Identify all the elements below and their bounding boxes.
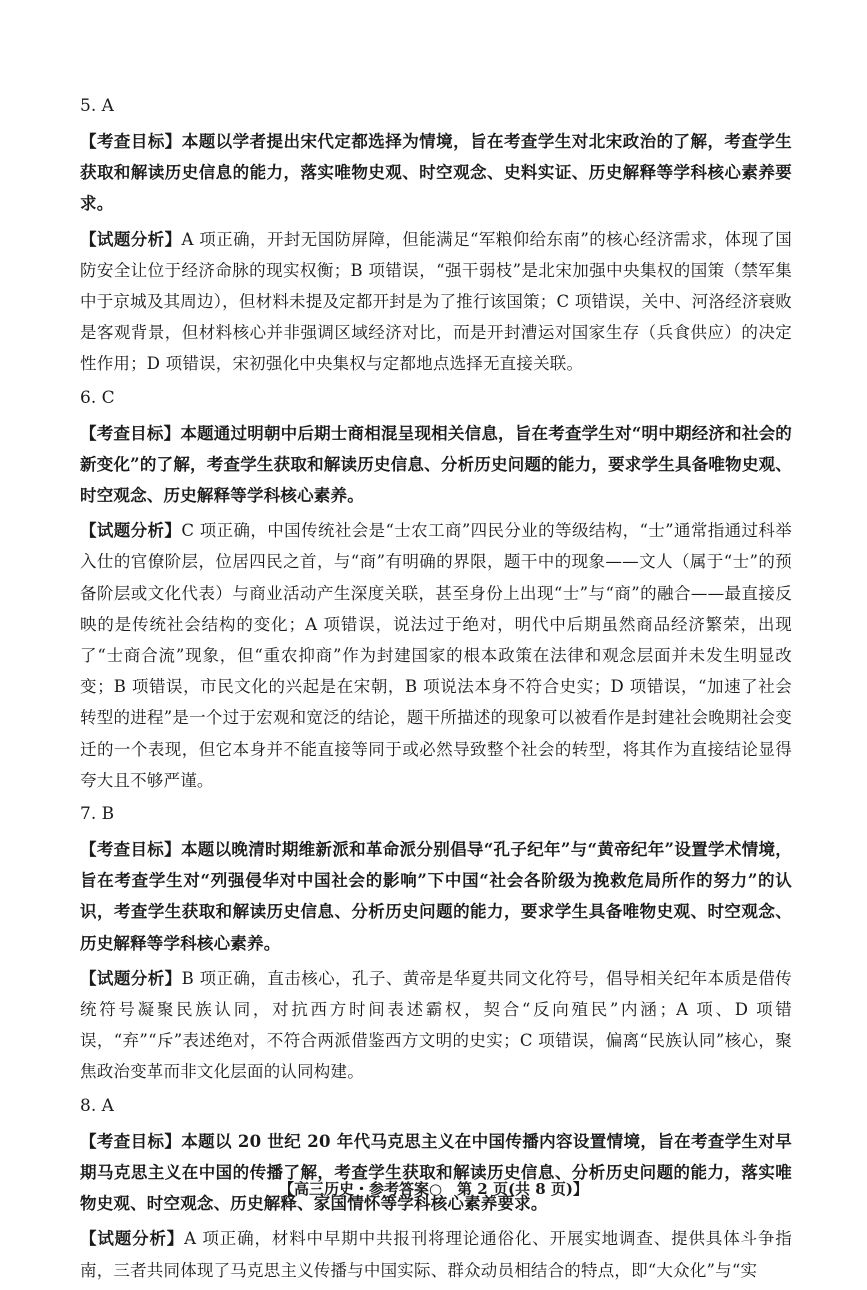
analysis-paragraph xyxy=(80,1223,792,1285)
analysis-text: C 项正确，中国传统社会是“士农工商”四民分业的等级结构，“士”通常指通过科举入仕的官僚阶层，位居四民之首，与“商”有明确的界限，题干中的现象——文人（属于“士”的预备阶层或文化代表）与商业活动产生深度关联，甚至身份上出现“士”与“商”的融合——最直接反映的是传统社会结构的变化；A 项错误，说法过于绝对，明代中后期虽然商品经济繁荣，出现了“士商合流”现象，但“重农抑商”作为封建国家的根本政策在法律和观念层面并未发生明显改变；B 项错误，市民文化的兴起是在宋朝，B 项说法本身不符合史实；D 项错误，“加速了社会转型的进程”是一个过于宏观和宽泛的结论，题干所描述的现象可以被看作是封建社会晚期社会变迁的一个表现，但它本身并不能直接等同于或必然导致整个社会的转型，将其作为直接结论显得夸大且不够严谨。 xyxy=(80,521,792,790)
exam-goal-paragraph xyxy=(80,1126,792,1220)
question-number: 7. B xyxy=(80,804,115,825)
answer-block-5 xyxy=(80,92,792,380)
exam-goal-tag: 【考查目标】 xyxy=(80,132,182,151)
answer-block-6 xyxy=(80,384,792,796)
analysis-paragraph xyxy=(80,515,792,796)
question-number: 5. A xyxy=(80,96,114,116)
exam-goal-text: 本题以学者提出宋代定都选择为情境，旨在考查学生对北宋政治的了解，考查学生获取和解读历史信息的能力，落实唯物史观、时空观念、史料实证、历史解释等学科核心素养要求。 xyxy=(80,132,793,214)
exam-goal-text: 本题以晚清时期维新派和革命派分别倡导“孔子纪年”与“黄帝纪年”设置学术情境，旨在考查学生对“列强侵华对中国社会的影响”下中国“社会各阶级为挽救危局所作的努力”的认识，考查学生获取和解读历史信息、分析历史问题的能力，要求学生具备唯物史观、时空观念、历史解释等学科核心素养。 xyxy=(80,840,792,953)
page-footer: 【高三历史・参考答案○ 第 2 页(共 8 页)】 xyxy=(278,1180,589,1198)
analysis-tag: 【试题分析】 xyxy=(80,229,182,249)
analysis-tag: 【试题分析】 xyxy=(80,968,182,988)
exam-goal-tag: 【考查目标】 xyxy=(80,840,181,860)
page-content xyxy=(80,92,792,1290)
analysis-text: A 项正确，材料中早期中共报刊将理论通俗化、开展实地调查、提供具体斗争指南，三者共同体现了马克思主义传播与中国实际、群众动员相结合的特点，即“大众化”与“实 xyxy=(80,1229,792,1280)
exam-goal-paragraph xyxy=(80,418,792,512)
exam-goal-tag: 【考查目标】 xyxy=(80,423,181,443)
analysis-text: A 项正确，开封无国防屏障，但能满足“军粮仰给东南”的核心经济需求，体现了国防安全让位于经济命脉的现实权衡；B 项错误，“强干弱枝”是北宋加强中央集权的国策（禁军集中于京城及其周边），但材料未提及定都开封是为了推行该国策；C 项错误，关中、河洛经济衰败是客观背景，但材料核心并非强调区域经济对比，而是开封漕运对国家生存（兵食供应）的决定性作用；D 项错误，宋初强化中央集权与定都地点选择无直接关联。 xyxy=(80,229,792,374)
exam-goal-text: 本题以 20 世纪 20 年代马克思主义在中国传播内容设置情境，旨在考查学生对早期马克思主义在中国的传播了解，考查学生获取和解读历史信息、分析历史问题的能力，落实唯物史观、时空观念、历史解释、家国情怀等学科核心素养要求。 xyxy=(80,1131,793,1214)
analysis-tag: 【试题分析】 xyxy=(80,1229,185,1249)
analysis-text: B 项正确，直击核心，孔子、黄帝是华夏共同文化符号，倡导相关纪年本质是借传统符号凝聚民族认同，对抗西方时间表述霸权，契合“反向殖民”内涵；A 项、D 项错误，“弃”“斥”表述绝对，不符合两派借鉴西方文明的史实；C 项错误，偏离“民族认同”核心，聚焦政治变革而非文化层面的认同构建。 xyxy=(80,968,792,1082)
exam-goal-tag: 【考查目标】 xyxy=(80,1131,182,1151)
exam-goal-paragraph xyxy=(80,126,792,220)
analysis-tag: 【试题分析】 xyxy=(80,521,182,541)
question-number: 6. C xyxy=(80,387,115,408)
analysis-paragraph xyxy=(80,963,792,1088)
answer-block-7 xyxy=(80,800,792,1088)
exam-goal-text: 本题通过明朝中后期士商相混呈现相关信息，旨在考查学生对“明中期经济和社会的新变化”的了解，考查学生获取和解读历史信息、分析历史问题的能力，要求学生具备唯物史观、时空观念、历史解释等学科核心素养。 xyxy=(80,423,793,506)
analysis-paragraph xyxy=(80,224,792,380)
exam-goal-paragraph xyxy=(80,834,792,959)
question-number: 8. A xyxy=(80,1095,114,1116)
